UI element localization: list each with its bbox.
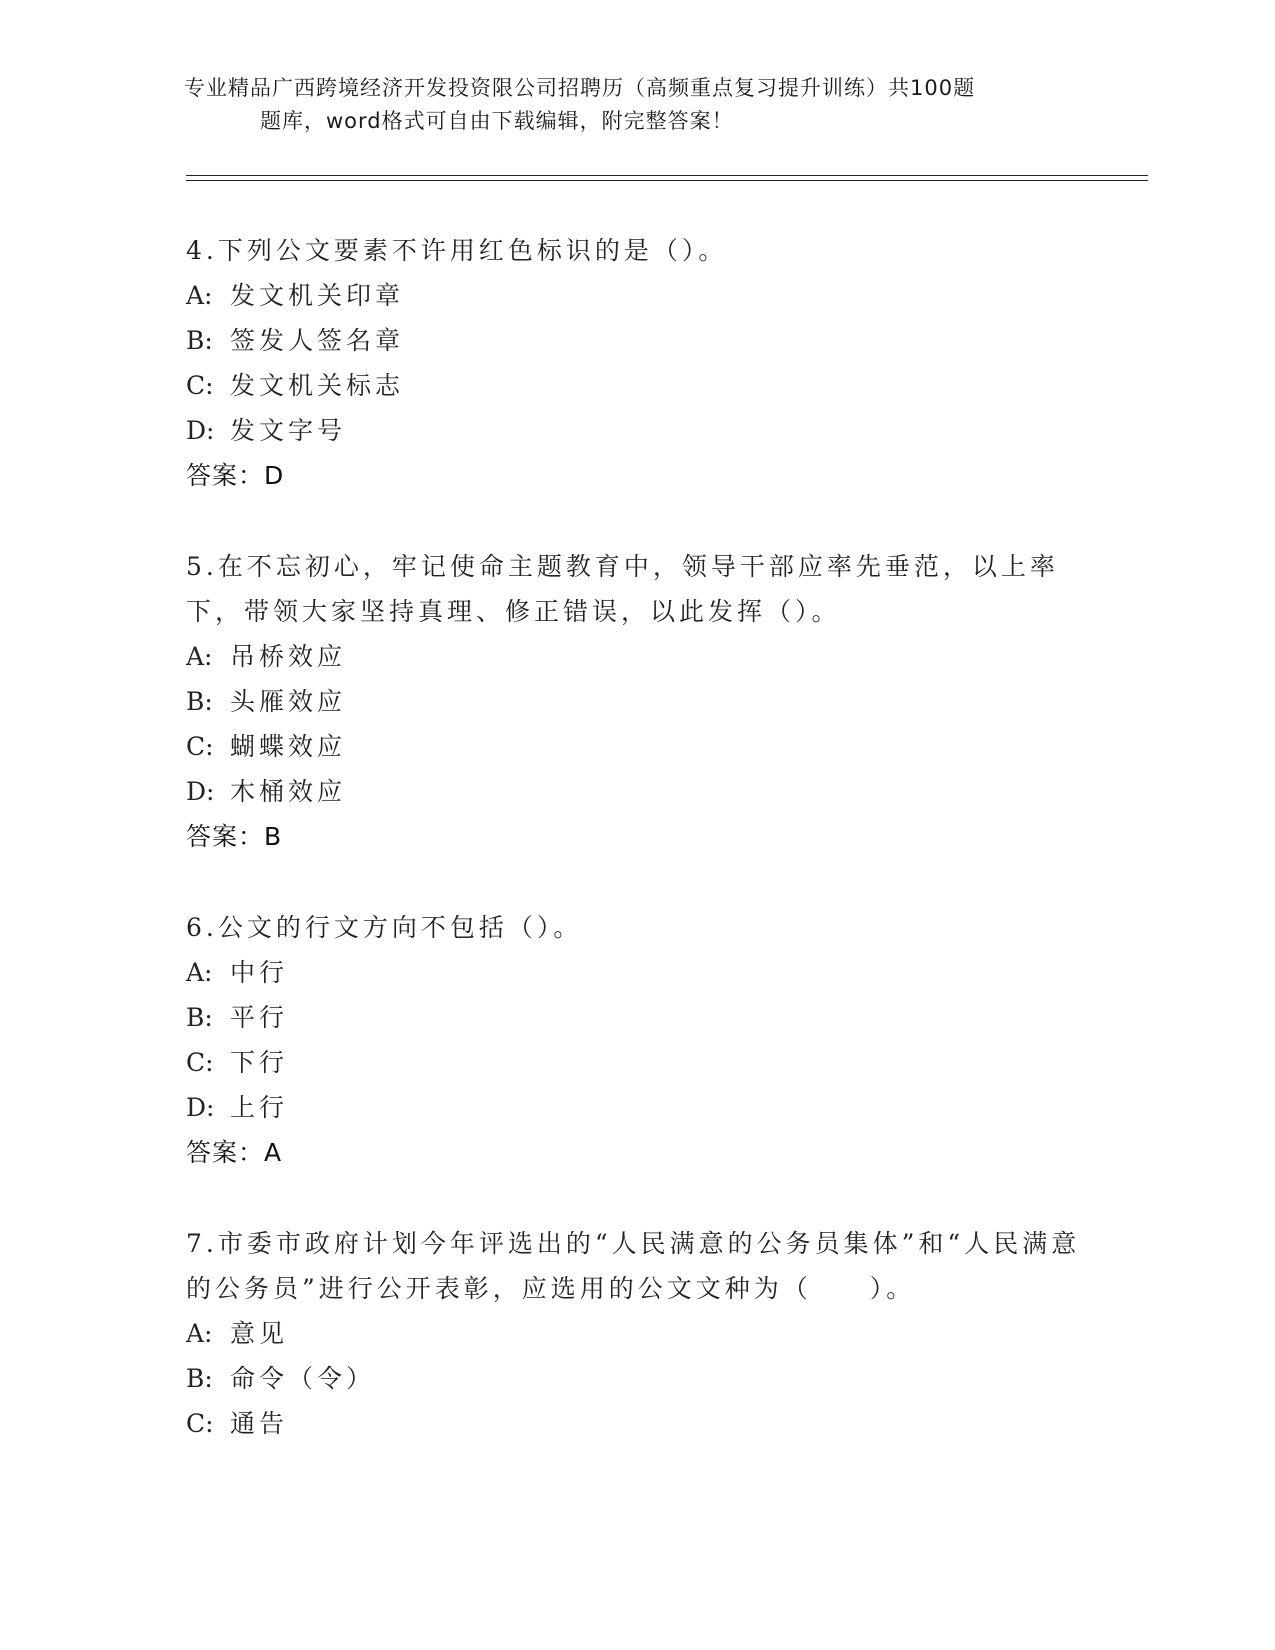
question-stem: 5.在不忘初心，牢记使命主题教育中，领导干部应率先垂范，以上率下，带领大家坚持真理、修正错误，以此发挥（）。 [186, 552, 1059, 626]
question-stem: 4.下列公文要素不许用红色标识的是（）。 [186, 236, 728, 265]
option-d [186, 1085, 1086, 1130]
option-text: 发文机关印章 [230, 281, 405, 310]
option-d [186, 769, 1086, 814]
option-key: A: [186, 642, 213, 671]
option-key: B: [186, 1003, 213, 1032]
option-a [186, 950, 1086, 995]
header-divider-bottom [186, 180, 1148, 181]
option-text: 意见 [230, 1319, 289, 1348]
option-text: 木桶效应 [230, 777, 347, 806]
option-key: C: [186, 1048, 214, 1077]
option-b [186, 679, 1086, 724]
answer-line: 答案：A [186, 1138, 283, 1167]
option-key: A: [186, 1319, 213, 1348]
option-c [186, 363, 1086, 408]
option-text: 命令（令） [230, 1364, 376, 1393]
option-text: 平行 [230, 1003, 289, 1032]
option-text: 中行 [230, 958, 289, 987]
option-a [186, 634, 1086, 679]
option-c [186, 1040, 1086, 1085]
answer-line: 答案：B [186, 822, 283, 851]
option-text: 头雁效应 [230, 687, 347, 716]
option-d [186, 408, 1086, 453]
option-key: C: [186, 1409, 214, 1438]
option-text: 上行 [230, 1093, 289, 1122]
option-text: 通告 [230, 1409, 289, 1438]
question-7 [186, 1221, 1086, 1446]
question-6 [186, 905, 1086, 1175]
option-key: B: [186, 1364, 213, 1393]
option-key: A: [186, 281, 213, 310]
answer-line: 答案：D [186, 461, 285, 490]
option-key: C: [186, 732, 214, 761]
option-a [186, 1311, 1086, 1356]
question-5 [186, 544, 1086, 859]
option-key: D: [186, 416, 215, 445]
option-text: 发文机关标志 [230, 371, 405, 400]
option-key: C: [186, 371, 214, 400]
header-title-line-1: 专业精品广西跨境经济开发投资限公司招聘历（高频重点复习提升训练）共100题 [184, 76, 976, 100]
option-a [186, 273, 1086, 318]
option-b [186, 995, 1086, 1040]
option-text: 下行 [230, 1048, 289, 1077]
option-b [186, 1356, 1086, 1401]
option-key: B: [186, 326, 213, 355]
option-key: B: [186, 687, 213, 716]
question-stem: 7.市委市政府计划今年评选出的“人民满意的公务员集体”和“人民满意的公务员”进行公开表彰，应选用的公文文种为（ ）。 [186, 1229, 1081, 1303]
option-text: 吊桥效应 [230, 642, 347, 671]
option-key: A: [186, 958, 213, 987]
header-title-line-2: 题库，word格式可自由下载编辑，附完整答案！ [260, 109, 734, 133]
question-list [186, 228, 1086, 1492]
option-text: 签发人签名章 [230, 326, 405, 355]
option-text: 发文字号 [230, 416, 347, 445]
option-c [186, 724, 1086, 769]
option-text: 蝴蝶效应 [230, 732, 347, 761]
option-b [186, 318, 1086, 363]
option-key: D: [186, 777, 215, 806]
question-stem: 6.公文的行文方向不包括（）。 [186, 913, 583, 942]
option-c [186, 1401, 1086, 1446]
document-header [184, 72, 1084, 138]
header-divider-top [186, 175, 1148, 176]
option-key: D: [186, 1093, 215, 1122]
question-4 [186, 228, 1086, 498]
